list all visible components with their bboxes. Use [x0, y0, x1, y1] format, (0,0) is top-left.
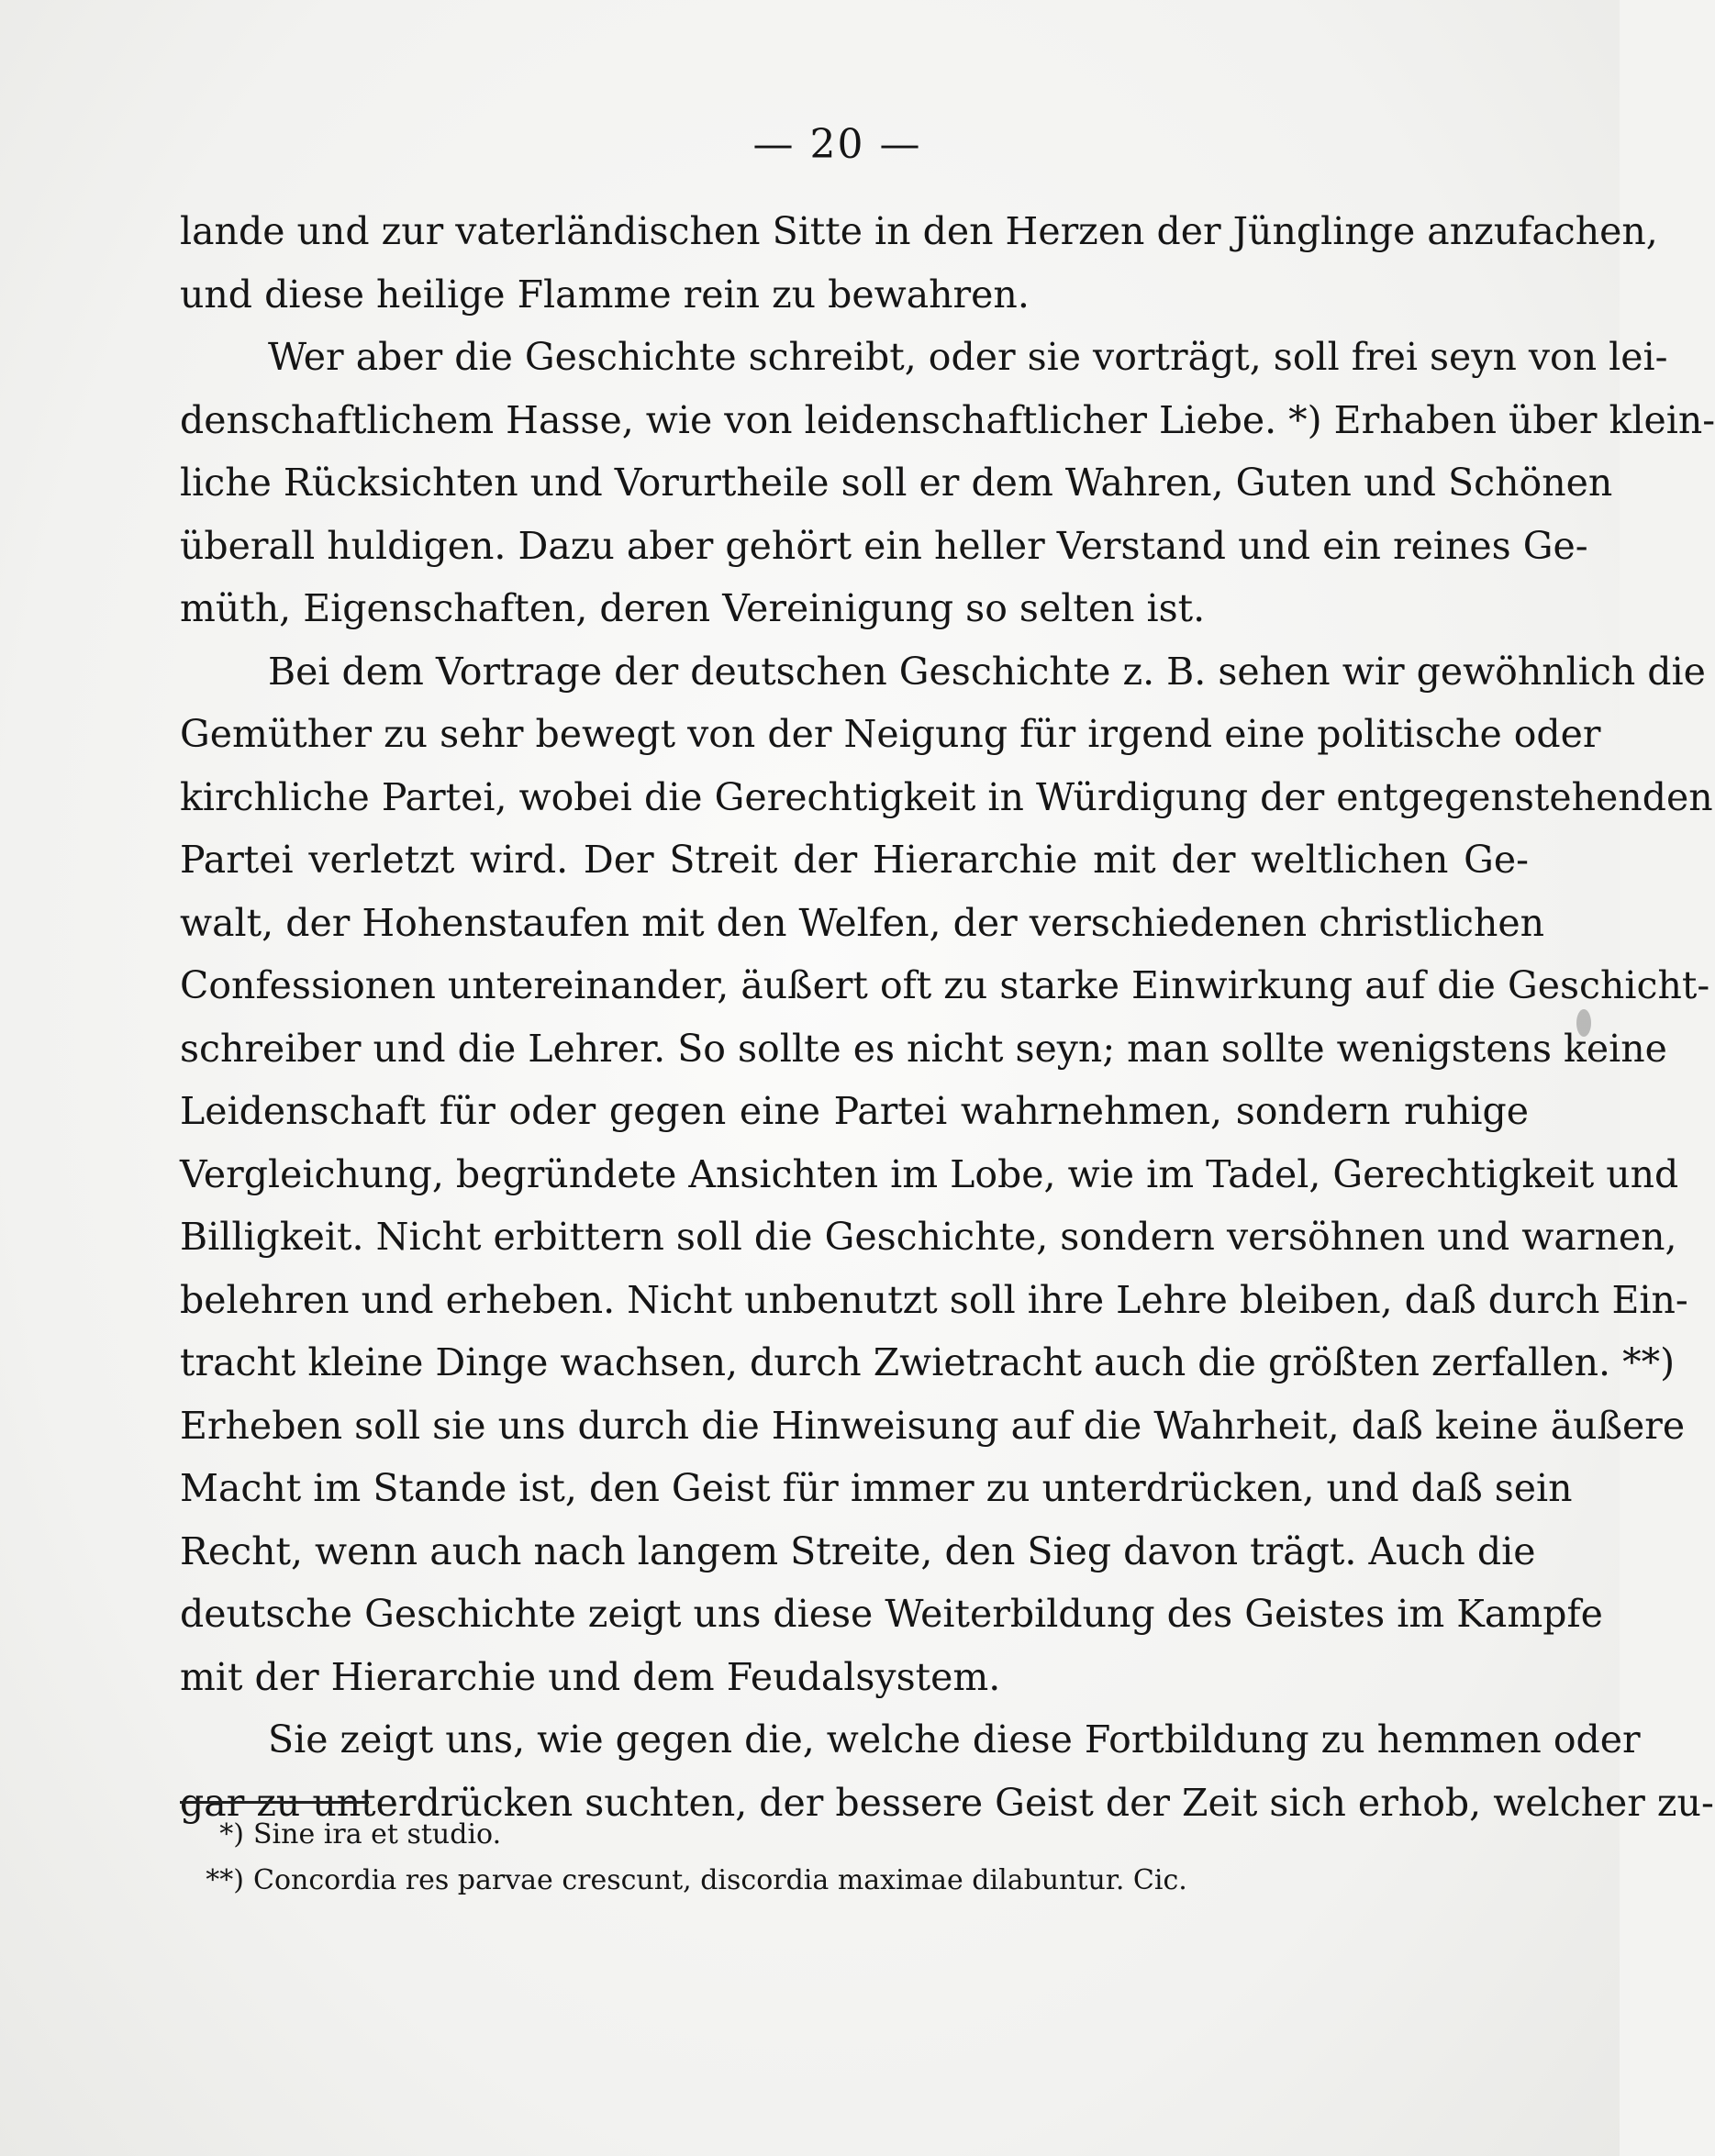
text-line: deutsche Geschichte zeigt uns diese Weiterbildung des Geistes im Kampfe: [180, 1592, 1603, 1636]
footnote: [180, 1858, 1373, 1904]
text-line: lande und zur vaterländischen Sitte in den Herzen der Jünglinge anzufachen,: [180, 209, 1658, 253]
text-line: schreiber und die Lehrer. So sollte es nicht seyn; man sollte wenigstens keine: [180, 1026, 1667, 1071]
footnote: [180, 1812, 1373, 1858]
body-text: [180, 200, 1715, 1834]
text-line: Gemüther zu sehr bewegt von der Neigung für irgend eine politische oder: [180, 712, 1601, 756]
text-line: belehren und erheben. Nicht unbenutzt soll ihre Lehre bleiben, daß durch Ein-: [180, 1277, 1688, 1322]
text-line: tracht kleine Dinge wachsen, durch Zwietracht auch die größten zerfallen. **): [180, 1340, 1676, 1384]
text-line: Leidenschaft für oder gegen eine Partei wahrnehmen, sondern ruhige: [180, 1089, 1529, 1133]
footnote-text: Concordia res parvae crescunt, discordia maximae dilabuntur. Cic.: [253, 1864, 1187, 1896]
text-line: überall huldigen. Dazu aber gehört ein heller Verstand und ein reines Ge-: [180, 523, 1588, 568]
footnote-divider: [180, 1801, 369, 1804]
text-line: walt, der Hohenstaufen mit den Welfen, der verschiedenen christlichen: [180, 900, 1545, 945]
footnote-mark: *): [219, 1818, 244, 1850]
text-line: müth, Eigenschaften, deren Vereinigung so selten ist.: [180, 586, 1206, 630]
footnotes: [180, 1812, 1373, 1904]
text-line: mit der Hierarchie und dem Feudalsystem.: [180, 1654, 1001, 1699]
text-line: Erheben soll sie uns durch die Hinweisung auf die Wahrheit, daß keine äußere: [180, 1403, 1686, 1448]
paper-smudge: [1576, 1009, 1591, 1037]
footnote-text: Sine ira et studio.: [253, 1818, 502, 1850]
text-line: kirchliche Partei, wobei die Gerechtigkeit in Würdigung der entgegenstehenden: [180, 774, 1713, 819]
text-line: Confessionen untereinander, äußert oft zu starke Einwirkung auf die Geschicht-: [180, 963, 1710, 1007]
footnote-mark: **): [206, 1864, 244, 1896]
text-line: Partei verletzt wird. Der Streit der Hierarchie mit der weltlichen Ge-: [180, 838, 1529, 882]
text-line: und diese heilige Flamme rein zu bewahren.: [180, 272, 1030, 317]
text-line: Sie zeigt uns, wie gegen die, welche diese Fortbildung zu hemmen oder: [268, 1717, 1641, 1761]
text-line: liche Rücksichten und Vorurtheile soll er dem Wahren, Guten und Schönen: [180, 461, 1613, 505]
text-line: Wer aber die Geschichte schreibt, oder sie vorträgt, soll frei seyn von lei-: [268, 335, 1668, 379]
text-line: denschaftlichem Hasse, wie von leidenschaftlicher Liebe. *) Erhaben über klein-: [180, 397, 1715, 442]
text-line: Recht, wenn auch nach langem Streite, den Sieg davon trägt. Auch die: [180, 1528, 1536, 1573]
text-line: Vergleichung, begründete Ansichten im Lobe, wie im Tadel, Gerechtigkeit und: [180, 1151, 1679, 1196]
text-line: Billigkeit. Nicht erbittern soll die Geschichte, sondern versöhnen und warnen,: [180, 1215, 1677, 1259]
text-line: gar zu unterdrücken suchten, der bessere Geist der Zeit sich erhob, welcher zu-: [180, 1780, 1714, 1825]
text-line: Bei dem Vortrage der deutschen Geschichte z. B. sehen wir gewöhnlich die: [268, 649, 1706, 694]
text-line: Macht im Stande ist, den Geist für immer zu unterdrücken, und daß sein: [180, 1466, 1573, 1510]
page-number: — 20 —: [752, 121, 922, 168]
